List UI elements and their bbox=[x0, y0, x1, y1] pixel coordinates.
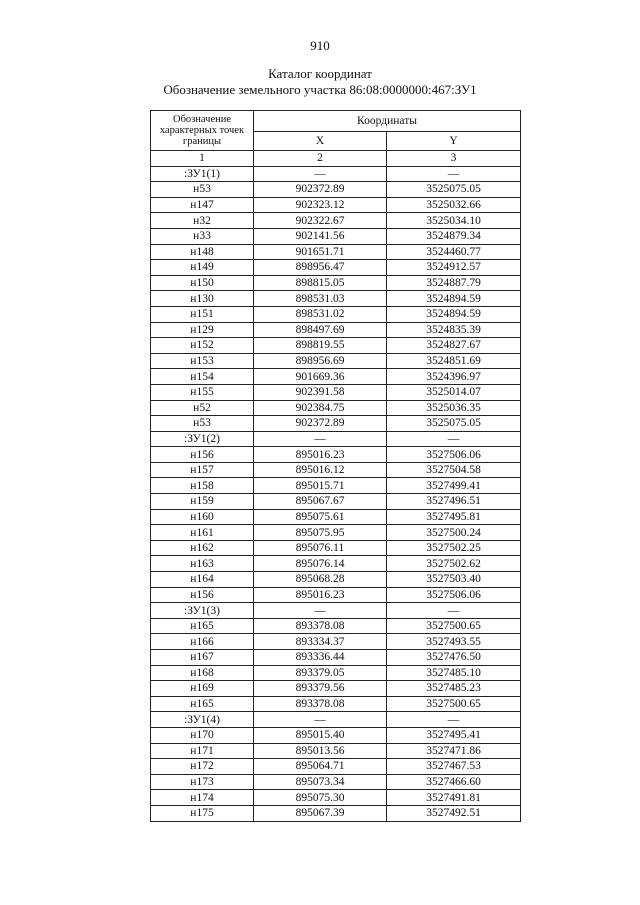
table-row bbox=[151, 275, 521, 291]
point-designation-cell: н174 bbox=[151, 790, 254, 806]
table-row bbox=[151, 478, 521, 494]
point-designation-cell: н165 bbox=[151, 618, 254, 634]
x-coordinate-cell: 898531.02 bbox=[254, 306, 387, 322]
point-designation-cell: н160 bbox=[151, 509, 254, 525]
x-coordinate-cell: 893334.37 bbox=[254, 634, 387, 650]
table-row bbox=[151, 400, 521, 416]
y-coordinate-cell: 3527491.81 bbox=[387, 790, 521, 806]
x-coordinate-cell: 895067.67 bbox=[254, 494, 387, 510]
table-row bbox=[151, 182, 521, 198]
column-number: 3 bbox=[387, 151, 521, 167]
point-designation-cell: н170 bbox=[151, 727, 254, 743]
y-coordinate-cell: 3527466.60 bbox=[387, 774, 521, 790]
y-coordinate-cell: 3525014.07 bbox=[387, 384, 521, 400]
point-designation-cell: н157 bbox=[151, 462, 254, 478]
x-coordinate-cell: 895016.23 bbox=[254, 447, 387, 463]
point-designation-cell: н166 bbox=[151, 634, 254, 650]
x-coordinate-cell: 895068.28 bbox=[254, 572, 387, 588]
y-coordinate-cell: 3525075.05 bbox=[387, 416, 521, 432]
header-coordinates: Координаты bbox=[254, 111, 521, 132]
y-coordinate-cell: 3527500.24 bbox=[387, 525, 521, 541]
point-designation-cell: н158 bbox=[151, 478, 254, 494]
y-coordinate-cell: 3527485.23 bbox=[387, 681, 521, 697]
point-designation-cell: н149 bbox=[151, 260, 254, 276]
table-header bbox=[151, 111, 521, 167]
x-coordinate-cell: 895013.56 bbox=[254, 743, 387, 759]
x-coordinate-cell: 895073.34 bbox=[254, 774, 387, 790]
point-designation-cell: н147 bbox=[151, 197, 254, 213]
point-designation-cell: н153 bbox=[151, 353, 254, 369]
y-coordinate-cell: — bbox=[387, 431, 521, 447]
y-coordinate-cell: 3527496.51 bbox=[387, 494, 521, 510]
y-coordinate-cell: 3527500.65 bbox=[387, 696, 521, 712]
point-designation-cell: н33 bbox=[151, 228, 254, 244]
x-coordinate-cell: 895016.12 bbox=[254, 462, 387, 478]
x-coordinate-cell: 898956.69 bbox=[254, 353, 387, 369]
x-coordinate-cell: 901669.36 bbox=[254, 369, 387, 385]
table-row bbox=[151, 416, 521, 432]
x-coordinate-cell: 895075.95 bbox=[254, 525, 387, 541]
table-row bbox=[151, 540, 521, 556]
table-row bbox=[151, 759, 521, 775]
y-coordinate-cell: 3525036.35 bbox=[387, 400, 521, 416]
point-designation-cell: н130 bbox=[151, 291, 254, 307]
y-coordinate-cell: 3527502.62 bbox=[387, 556, 521, 572]
table-row bbox=[151, 369, 521, 385]
table-row bbox=[151, 291, 521, 307]
y-coordinate-cell: 3524396.97 bbox=[387, 369, 521, 385]
point-designation-cell: н148 bbox=[151, 244, 254, 260]
table-row bbox=[151, 712, 521, 728]
table-row bbox=[151, 166, 521, 182]
y-coordinate-cell: 3525034.10 bbox=[387, 213, 521, 229]
point-designation-cell: н156 bbox=[151, 587, 254, 603]
x-coordinate-cell: 902372.89 bbox=[254, 182, 387, 198]
point-designation-cell: н165 bbox=[151, 696, 254, 712]
table-row bbox=[151, 743, 521, 759]
x-coordinate-cell: 898956.47 bbox=[254, 260, 387, 276]
y-coordinate-cell: 3524894.59 bbox=[387, 306, 521, 322]
table-row bbox=[151, 634, 521, 650]
table-row bbox=[151, 525, 521, 541]
x-coordinate-cell: 893378.08 bbox=[254, 618, 387, 634]
y-coordinate-cell: 3524887.79 bbox=[387, 275, 521, 291]
y-coordinate-cell: 3527476.50 bbox=[387, 650, 521, 666]
table-row bbox=[151, 197, 521, 213]
table-row bbox=[151, 228, 521, 244]
coordinates-table bbox=[150, 110, 521, 822]
x-coordinate-cell: 895015.40 bbox=[254, 727, 387, 743]
point-designation-cell: н53 bbox=[151, 182, 254, 198]
point-designation-cell: н169 bbox=[151, 681, 254, 697]
y-coordinate-cell: 3527499.41 bbox=[387, 478, 521, 494]
column-number: 2 bbox=[254, 151, 387, 167]
header-y: Y bbox=[387, 132, 521, 151]
x-coordinate-cell: 902323.12 bbox=[254, 197, 387, 213]
table-row bbox=[151, 681, 521, 697]
table-row bbox=[151, 603, 521, 619]
x-coordinate-cell: 895015.71 bbox=[254, 478, 387, 494]
x-coordinate-cell: 893336.44 bbox=[254, 650, 387, 666]
y-coordinate-cell: 3524879.34 bbox=[387, 228, 521, 244]
table-row bbox=[151, 244, 521, 260]
y-coordinate-cell: 3527467.53 bbox=[387, 759, 521, 775]
x-coordinate-cell: 893379.05 bbox=[254, 665, 387, 681]
table-row bbox=[151, 665, 521, 681]
y-coordinate-cell: — bbox=[387, 603, 521, 619]
table-row bbox=[151, 384, 521, 400]
point-designation-cell: н175 bbox=[151, 805, 254, 821]
x-coordinate-cell: 898531.03 bbox=[254, 291, 387, 307]
point-designation-cell: н161 bbox=[151, 525, 254, 541]
table-row bbox=[151, 774, 521, 790]
y-coordinate-cell: 3527500.65 bbox=[387, 618, 521, 634]
point-designation-cell: н152 bbox=[151, 338, 254, 354]
y-coordinate-cell: 3527502.25 bbox=[387, 540, 521, 556]
point-designation-cell: :ЗУ1(4) bbox=[151, 712, 254, 728]
x-coordinate-cell: 898819.55 bbox=[254, 338, 387, 354]
point-designation-cell: н32 bbox=[151, 213, 254, 229]
table-row bbox=[151, 696, 521, 712]
x-coordinate-cell: 895075.30 bbox=[254, 790, 387, 806]
x-coordinate-cell: 898815.05 bbox=[254, 275, 387, 291]
table-row bbox=[151, 353, 521, 369]
y-coordinate-cell: 3524851.69 bbox=[387, 353, 521, 369]
table-row bbox=[151, 587, 521, 603]
x-coordinate-cell: — bbox=[254, 166, 387, 182]
y-coordinate-cell: 3527485.10 bbox=[387, 665, 521, 681]
x-coordinate-cell: 902141.56 bbox=[254, 228, 387, 244]
y-coordinate-cell: 3527471.86 bbox=[387, 743, 521, 759]
point-designation-cell: н172 bbox=[151, 759, 254, 775]
y-coordinate-cell: 3527495.41 bbox=[387, 727, 521, 743]
table-row bbox=[151, 556, 521, 572]
y-coordinate-cell: 3524894.59 bbox=[387, 291, 521, 307]
y-coordinate-cell: 3527506.06 bbox=[387, 587, 521, 603]
point-designation-cell: н164 bbox=[151, 572, 254, 588]
x-coordinate-cell: 902384.75 bbox=[254, 400, 387, 416]
x-coordinate-cell: 895075.61 bbox=[254, 509, 387, 525]
point-designation-cell: :ЗУ1(2) bbox=[151, 431, 254, 447]
point-designation-cell: н168 bbox=[151, 665, 254, 681]
point-designation-cell: н156 bbox=[151, 447, 254, 463]
x-coordinate-cell: 898497.69 bbox=[254, 322, 387, 338]
table-row bbox=[151, 322, 521, 338]
table-row bbox=[151, 447, 521, 463]
x-coordinate-cell: 895064.71 bbox=[254, 759, 387, 775]
x-coordinate-cell: 902322.67 bbox=[254, 213, 387, 229]
table-row bbox=[151, 306, 521, 322]
page-subtitle: Обозначение земельного участка 86:08:0000000:467:ЗУ1 bbox=[163, 82, 477, 97]
table-row bbox=[151, 431, 521, 447]
column-number: 1 bbox=[151, 151, 254, 167]
page-title: Каталог координат bbox=[268, 66, 372, 81]
x-coordinate-cell: — bbox=[254, 712, 387, 728]
x-coordinate-cell: — bbox=[254, 603, 387, 619]
point-designation-cell: н162 bbox=[151, 540, 254, 556]
point-designation-cell: н173 bbox=[151, 774, 254, 790]
y-coordinate-cell: 3524912.57 bbox=[387, 260, 521, 276]
y-coordinate-cell: 3524827.67 bbox=[387, 338, 521, 354]
table-body bbox=[151, 166, 521, 821]
point-designation-cell: н171 bbox=[151, 743, 254, 759]
x-coordinate-cell: 901651.71 bbox=[254, 244, 387, 260]
table-row bbox=[151, 618, 521, 634]
table-row bbox=[151, 572, 521, 588]
point-designation-cell: н129 bbox=[151, 322, 254, 338]
point-designation-cell: н154 bbox=[151, 369, 254, 385]
point-designation-cell: н52 bbox=[151, 400, 254, 416]
table-row bbox=[151, 805, 521, 821]
y-coordinate-cell: — bbox=[387, 166, 521, 182]
x-coordinate-cell: 902372.89 bbox=[254, 416, 387, 432]
y-coordinate-cell: 3524460.77 bbox=[387, 244, 521, 260]
x-coordinate-cell: 893379.56 bbox=[254, 681, 387, 697]
y-coordinate-cell: 3525032.66 bbox=[387, 197, 521, 213]
y-coordinate-cell: 3527492.51 bbox=[387, 805, 521, 821]
point-designation-cell: :ЗУ1(1) bbox=[151, 166, 254, 182]
header-point-designation: Обозначение характерных точек границы bbox=[151, 111, 254, 151]
point-designation-cell: н163 bbox=[151, 556, 254, 572]
x-coordinate-cell: 895067.39 bbox=[254, 805, 387, 821]
point-designation-cell: н150 bbox=[151, 275, 254, 291]
point-designation-cell: н155 bbox=[151, 384, 254, 400]
x-coordinate-cell: 895016.23 bbox=[254, 587, 387, 603]
column-number-row bbox=[151, 151, 521, 167]
y-coordinate-cell: 3525075.05 bbox=[387, 182, 521, 198]
y-coordinate-cell: 3524835.39 bbox=[387, 322, 521, 338]
point-designation-cell: н167 bbox=[151, 650, 254, 666]
x-coordinate-cell: 895076.11 bbox=[254, 540, 387, 556]
y-coordinate-cell: 3527504.58 bbox=[387, 462, 521, 478]
point-designation-cell: н53 bbox=[151, 416, 254, 432]
page-number: 910 bbox=[310, 38, 330, 53]
y-coordinate-cell: 3527506.06 bbox=[387, 447, 521, 463]
y-coordinate-cell: 3527495.81 bbox=[387, 509, 521, 525]
x-coordinate-cell: 893378.08 bbox=[254, 696, 387, 712]
x-coordinate-cell: — bbox=[254, 431, 387, 447]
table-row bbox=[151, 260, 521, 276]
table-row bbox=[151, 790, 521, 806]
table-row bbox=[151, 650, 521, 666]
y-coordinate-cell: 3527493.55 bbox=[387, 634, 521, 650]
table-row bbox=[151, 494, 521, 510]
point-designation-cell: н151 bbox=[151, 306, 254, 322]
table-row bbox=[151, 462, 521, 478]
table-row bbox=[151, 338, 521, 354]
table-row bbox=[151, 509, 521, 525]
header-x: X bbox=[254, 132, 387, 151]
y-coordinate-cell: — bbox=[387, 712, 521, 728]
x-coordinate-cell: 895076.14 bbox=[254, 556, 387, 572]
y-coordinate-cell: 3527503.40 bbox=[387, 572, 521, 588]
point-designation-cell: :ЗУ1(3) bbox=[151, 603, 254, 619]
table-row bbox=[151, 213, 521, 229]
table-row bbox=[151, 727, 521, 743]
x-coordinate-cell: 902391.58 bbox=[254, 384, 387, 400]
point-designation-cell: н159 bbox=[151, 494, 254, 510]
